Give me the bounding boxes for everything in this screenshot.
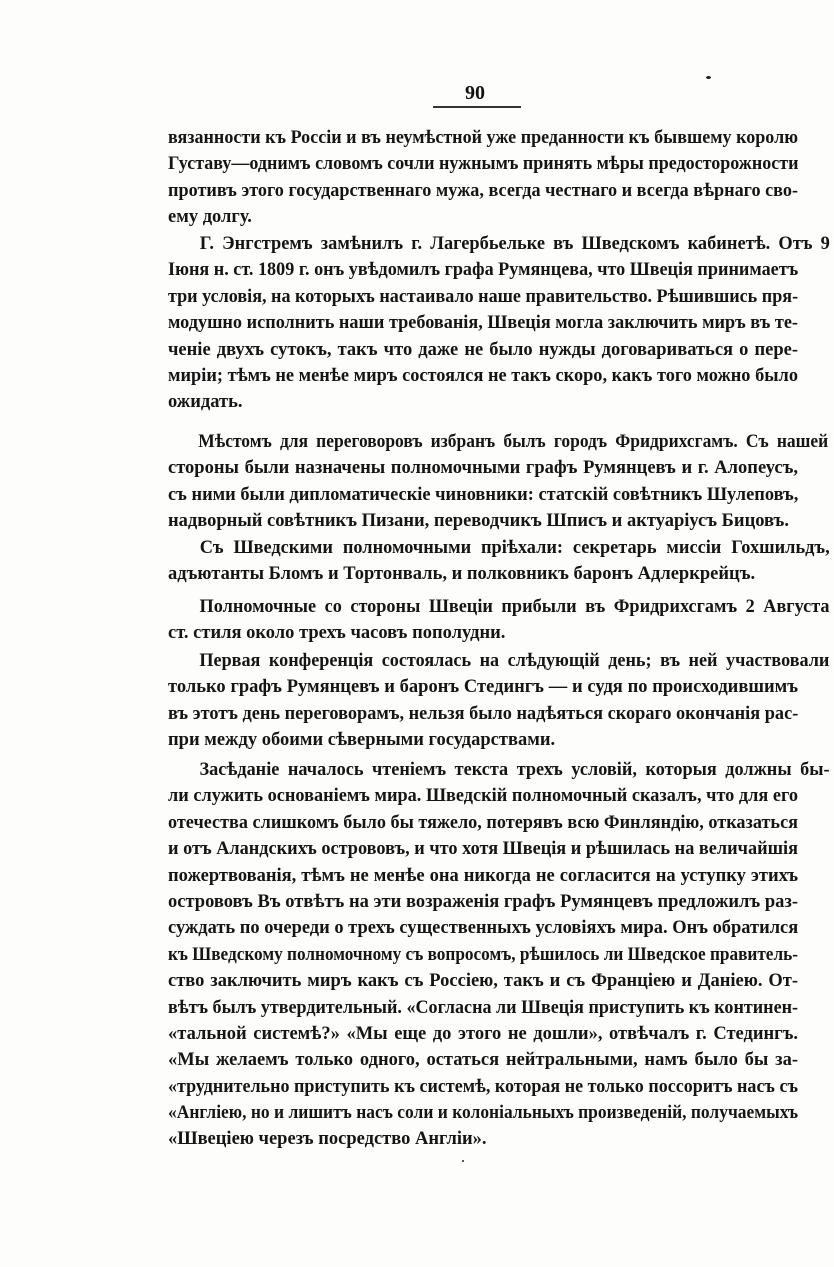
text-line: миріи; тѣмъ не менѣе миръ состоялся не такъ скоро, какъ того можно было [168, 365, 798, 386]
text-line: Засѣданіе началось чтеніемъ текста трехъ условій, которыя должны бы- [199, 760, 830, 780]
text-line: ему долгу. [168, 207, 252, 228]
paragraph [168, 594, 830, 647]
text-line: Мѣстомъ для переговоровъ избранъ былъ городъ Фридрихсгамъ. Съ нашей [198, 432, 829, 452]
text-line: отечества слишкомъ было бы тяжело, потерявъ всю Финляндію, отказаться [168, 812, 799, 833]
text-line: острововъ Въ отвѣтъ на эти возраженія графъ Румянцевъ предложилъ раз- [168, 891, 798, 912]
text-line: надворный совѣтникъ Пизани, переводчикъ Шписъ и актуаріусъ Бицовъ. [168, 511, 789, 532]
text-line: ли служить основаніемъ мира. Шведскій полномочный сказалъ, что для его [168, 786, 798, 807]
text-line: Первая конференція состоялась на слѣдующій день; въ ней участвовали [199, 651, 830, 671]
text-line: Г. Энгстремъ замѣнилъ г. Лагербьельке въ Шведскомъ кабинетѣ. Отъ 9 [199, 234, 830, 254]
text-line: вязанности къ Россіи и въ неумѣстной уже преданности къ бывшему королю [168, 128, 798, 148]
text-line: ожидать. [168, 392, 243, 413]
text-line: противъ этого государственнаго мужа, всегда честнаго и всегда вѣрнаго сво- [168, 180, 799, 201]
text-line: суждать по очереди о трехъ существенныхъ условіяхъ мира. Онъ обратился [168, 918, 799, 939]
text-line: стороны были назначены полномочными графъ Румянцевъ и г. Алопеусъ, [168, 458, 798, 479]
text-line: пожертвованія, тѣмъ не менѣе она никогда не согласится на уступку этихъ [168, 865, 798, 886]
text-line: модушно исполнить наши требованія, Швеція могла заключить миръ въ те- [168, 313, 798, 334]
text-line: «Швеціею черезъ посредство Англіи». [168, 1129, 487, 1150]
text-line: Густаву—однимъ словомъ сочли нужнымъ принять мѣры предосторожности [168, 154, 799, 175]
text-line: Съ Шведскими полномочными пріѣхали: секретарь миссіи Гохшильдъ, [199, 538, 830, 558]
text-line: при между обоими сѣверными государствами. [168, 730, 556, 751]
text-line: къ Шведскому полномочному съ вопросомъ, рѣшилось ли Шведское правитель- [168, 944, 798, 965]
text-line: только графъ Румянцевъ и баронъ Стедингъ — и судя по происходившимъ [168, 677, 798, 698]
text-line: и отъ Аландскихъ острововъ, и что хотя Швеція и рѣшилась на величайшія [168, 839, 798, 860]
text-line: «тальной системѣ?» «Мы еще до этого не дошли», отвѣчалъ г. Стедингъ. [168, 1023, 798, 1044]
paragraph [168, 535, 830, 588]
page-number: 90 [465, 82, 485, 104]
text-line: ст. стиля около трехъ часовъ пополудни. [168, 623, 506, 644]
text-line: три условія, на которыхъ настаивало наше правительство. Рѣшившись пря- [168, 286, 799, 307]
text-line: въ этотъ день переговорамъ, нельзя было надѣяться скораго окончанія рас- [168, 703, 799, 724]
text-line: «труднительно приступить къ системѣ, которая не только поссоритъ насъ съ [168, 1076, 798, 1097]
text-line: ство заключить миръ какъ съ Россіею, такъ и съ Франціею и Даніею. От- [168, 971, 798, 992]
paragraph [168, 757, 830, 1153]
header-rule [433, 106, 521, 108]
text-line: «Англіею, но и лишитъ насъ соли и колоніальныхъ произведеній, получаемыхъ [168, 1103, 798, 1124]
paragraph [168, 231, 830, 416]
paragraph [168, 648, 830, 754]
paragraph [168, 125, 798, 231]
text-line: вѣтъ былъ утвердительный. «Согласна ли Швеція приступить къ континен- [168, 997, 799, 1018]
scan-speck [462, 1160, 464, 1162]
text-line: адъютанты Бломъ и Тортонваль, и полковникъ баронъ Адлеркрейцъ. [168, 564, 756, 585]
text-line: «Мы желаемъ только одного, остаться нейтральными, намъ было бы за- [168, 1050, 798, 1071]
text-line: съ ними были дипломатическіе чиновники: статскій совѣтникъ Шулеповъ, [168, 484, 799, 505]
paragraph [168, 429, 829, 535]
text-line: Полномочные со стороны Швеціи прибыли въ Фридрихсгамъ 2 Августа [199, 597, 830, 617]
text-line: Іюня н. ст. 1809 г. онъ увѣдомилъ графа Румянцева, что Швеція принимаетъ [168, 260, 799, 281]
scan-speck [706, 76, 711, 79]
text-line: ченіе двухъ сутокъ, такъ что даже не было нужды договариваться о пере- [168, 339, 798, 360]
